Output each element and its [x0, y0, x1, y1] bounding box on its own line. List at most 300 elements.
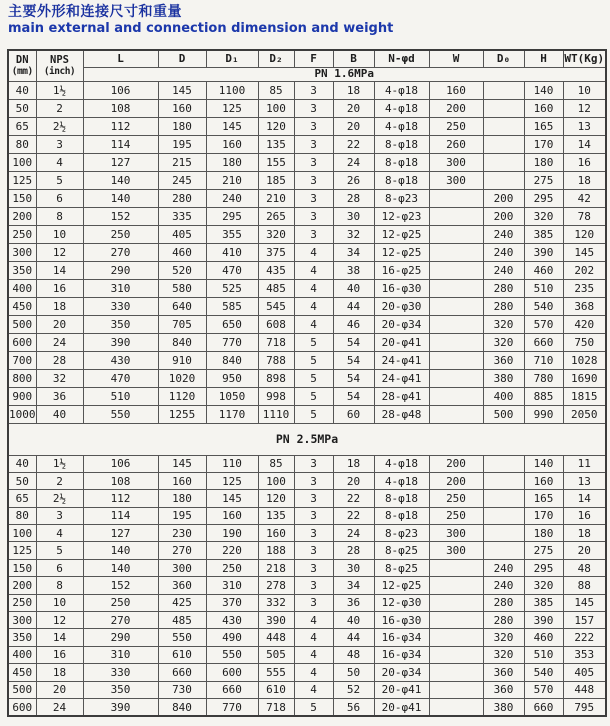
table-cell: 510 [524, 646, 563, 663]
table-row [8, 153, 606, 171]
table-cell: 2½ [36, 490, 83, 507]
table-cell: 8-φ23 [374, 525, 429, 542]
table-cell: 510 [524, 279, 563, 297]
table-cell: 570 [524, 315, 563, 333]
table-cell: 245 [158, 171, 206, 189]
table-cell: 22 [333, 507, 374, 524]
table-cell [483, 507, 524, 524]
table-cell: 160 [158, 472, 206, 489]
table-header [8, 50, 606, 81]
table-cell: 4 [294, 297, 333, 315]
table-cell [483, 490, 524, 507]
table-cell: 6 [36, 189, 83, 207]
table-cell: 250 [429, 490, 483, 507]
table-cell: 360 [483, 351, 524, 369]
table-cell: 8-φ25 [374, 559, 429, 576]
table-cell: 220 [206, 542, 258, 559]
table-cell: 640 [158, 297, 206, 315]
table-cell: 12-φ23 [374, 207, 429, 225]
column-header: F [294, 50, 333, 67]
table-cell: 295 [524, 559, 563, 576]
table-cell: 385 [524, 594, 563, 611]
table-cell: 750 [563, 333, 606, 351]
table-cell: 4 [36, 153, 83, 171]
table-cell: 12-φ25 [374, 577, 429, 594]
table-cell: 5 [294, 333, 333, 351]
header-row-1 [8, 50, 606, 67]
table-cell: 12 [36, 243, 83, 261]
table-cell: 54 [333, 369, 374, 387]
table-cell: 8-φ18 [374, 507, 429, 524]
column-header-nps-label: NPS [50, 53, 69, 66]
table-cell: 250 [429, 117, 483, 135]
table-cell: 5 [294, 698, 333, 716]
table-cell [429, 207, 483, 225]
table-cell: 5 [294, 369, 333, 387]
table-cell: 195 [158, 135, 206, 153]
table-cell: 520 [158, 261, 206, 279]
table-cell: 290 [83, 261, 158, 279]
table-cell: 42 [563, 189, 606, 207]
table-cell: 120 [563, 225, 606, 243]
column-header: WT(Kg) [563, 50, 606, 67]
table-cell [429, 243, 483, 261]
table-cell: 165 [524, 490, 563, 507]
table-cell: 28 [333, 542, 374, 559]
table-cell: 885 [524, 387, 563, 405]
table-cell: 390 [83, 333, 158, 351]
table-cell: 795 [563, 698, 606, 716]
table-cell: 3 [294, 542, 333, 559]
table-cell: 85 [258, 81, 294, 99]
table-cell: 4 [294, 629, 333, 646]
column-header-nps-unit: (inch) [43, 65, 76, 77]
table-cell [483, 135, 524, 153]
table-cell: 1020 [158, 369, 206, 387]
table-cell: 16 [36, 646, 83, 663]
table-cell: 54 [333, 351, 374, 369]
table-row [8, 698, 606, 716]
table-cell: 106 [83, 455, 158, 472]
table-cell: 1100 [206, 81, 258, 99]
table-cell: 135 [258, 507, 294, 524]
table-cell [483, 171, 524, 189]
table-cell: 160 [206, 135, 258, 153]
table-cell: 28-φ41 [374, 387, 429, 405]
section-label-pn25: PN 2.5MPa [8, 423, 606, 455]
table-cell: 990 [524, 405, 563, 423]
table-cell: 460 [524, 261, 563, 279]
table-cell: 998 [258, 387, 294, 405]
table-cell: 210 [258, 189, 294, 207]
column-header: B [333, 50, 374, 67]
table-cell: 300 [158, 559, 206, 576]
table-row [8, 507, 606, 524]
table-cell: 250 [206, 559, 258, 576]
table-cell: 36 [333, 594, 374, 611]
section-pn16-body [8, 81, 606, 423]
table-cell: 250 [83, 225, 158, 243]
table-cell: 1815 [563, 387, 606, 405]
table-cell: 3 [294, 577, 333, 594]
table-cell: 1690 [563, 369, 606, 387]
table-cell: 188 [258, 542, 294, 559]
table-cell: 152 [83, 577, 158, 594]
table-cell: 485 [158, 612, 206, 629]
table-cell: 16-φ30 [374, 279, 429, 297]
table-cell: 448 [258, 629, 294, 646]
table-cell: 400 [8, 646, 36, 663]
table-cell: 120 [258, 117, 294, 135]
table-row [8, 594, 606, 611]
table-cell: 140 [83, 171, 158, 189]
table-row [8, 351, 606, 369]
column-header-dn-unit: (mm) [11, 65, 33, 77]
column-header: H [524, 50, 563, 67]
section-label-pn16: PN 1.6MPa [83, 67, 606, 81]
table-cell: 4 [294, 315, 333, 333]
table-cell: 500 [8, 681, 36, 698]
table-cell: 4 [36, 525, 83, 542]
table-cell: 450 [8, 297, 36, 315]
table-cell: 78 [563, 207, 606, 225]
table-cell: 270 [158, 542, 206, 559]
table-cell: 390 [83, 698, 158, 716]
table-row [8, 542, 606, 559]
table-cell: 202 [563, 261, 606, 279]
table-cell: 145 [158, 455, 206, 472]
table-cell: 56 [333, 698, 374, 716]
table-cell: 108 [83, 99, 158, 117]
table-cell [429, 646, 483, 663]
table-cell: 170 [524, 135, 563, 153]
table-cell: 320 [524, 577, 563, 594]
table-cell: 2½ [36, 117, 83, 135]
table-cell: 26 [333, 171, 374, 189]
table-cell: 350 [8, 261, 36, 279]
table-cell: 16-φ30 [374, 612, 429, 629]
table-cell: 550 [206, 646, 258, 663]
table-cell: 385 [524, 225, 563, 243]
table-cell [429, 405, 483, 423]
table-cell: 1000 [8, 405, 36, 423]
table-cell: 500 [8, 315, 36, 333]
table-cell: 48 [333, 646, 374, 663]
table-cell: 106 [83, 81, 158, 99]
table-cell: 100 [8, 525, 36, 542]
table-row [8, 455, 606, 472]
table-cell: 150 [8, 559, 36, 576]
table-cell: 280 [158, 189, 206, 207]
table-cell: 3 [294, 189, 333, 207]
table-cell: 320 [483, 315, 524, 333]
column-header: D₂ [258, 50, 294, 67]
table-cell: 18 [333, 455, 374, 472]
table-cell: 355 [206, 225, 258, 243]
table-cell: 660 [524, 333, 563, 351]
table-cell: 100 [8, 153, 36, 171]
table-cell: 11 [563, 455, 606, 472]
table-cell: 460 [158, 243, 206, 261]
table-cell: 485 [258, 279, 294, 297]
table-cell: 430 [83, 351, 158, 369]
table-cell: 898 [258, 369, 294, 387]
table-cell: 180 [524, 153, 563, 171]
table-cell: 44 [333, 629, 374, 646]
table-cell: 32 [333, 225, 374, 243]
table-cell: 170 [524, 507, 563, 524]
table-cell: 65 [8, 117, 36, 135]
table-cell: 545 [258, 297, 294, 315]
table-cell: 145 [206, 490, 258, 507]
table-cell: 2050 [563, 405, 606, 423]
table-cell [429, 333, 483, 351]
table-cell: 900 [8, 387, 36, 405]
table-cell: 200 [8, 577, 36, 594]
table-cell: 260 [429, 135, 483, 153]
table-cell: 145 [206, 117, 258, 135]
table-cell: 1½ [36, 81, 83, 99]
table-cell: 195 [158, 507, 206, 524]
table-cell: 50 [8, 472, 36, 489]
table-cell: 200 [8, 207, 36, 225]
table-cell: 555 [258, 664, 294, 681]
table-cell: 20-φ41 [374, 698, 429, 716]
table-cell: 135 [258, 135, 294, 153]
table-cell [429, 189, 483, 207]
table-cell: 660 [524, 698, 563, 716]
table-cell: 28 [333, 189, 374, 207]
table-cell [483, 525, 524, 542]
table-cell: 3 [294, 81, 333, 99]
table-cell: 218 [258, 559, 294, 576]
column-header-dn-label: DN [15, 53, 29, 66]
table-cell: 44 [333, 297, 374, 315]
table-cell: 200 [429, 99, 483, 117]
table-cell: 8-φ18 [374, 171, 429, 189]
table-cell: 608 [258, 315, 294, 333]
table-row [8, 315, 606, 333]
table-cell: 114 [83, 135, 158, 153]
table-cell: 222 [563, 629, 606, 646]
table-cell: 34 [333, 243, 374, 261]
table-cell: 20 [36, 681, 83, 698]
table-cell: 300 [8, 612, 36, 629]
table-cell: 100 [258, 99, 294, 117]
column-header: W [429, 50, 483, 67]
table-cell [483, 472, 524, 489]
table-row [8, 225, 606, 243]
table-cell: 405 [563, 664, 606, 681]
table-cell: 840 [158, 698, 206, 716]
table-cell: 3 [294, 117, 333, 135]
table-cell: 20-φ41 [374, 681, 429, 698]
table-row [8, 297, 606, 315]
table-cell: 4 [294, 261, 333, 279]
table-cell [429, 594, 483, 611]
table-cell: 24-φ41 [374, 369, 429, 387]
table-cell: 330 [83, 297, 158, 315]
table-cell: 127 [83, 153, 158, 171]
table-cell: 180 [158, 117, 206, 135]
table-cell: 210 [206, 171, 258, 189]
table-cell [429, 559, 483, 576]
table-cell: 5 [36, 171, 83, 189]
table-cell: 20 [333, 99, 374, 117]
table-cell: 88 [563, 577, 606, 594]
table-cell: 13 [563, 472, 606, 489]
table-cell: 24 [333, 153, 374, 171]
table-cell: 40 [8, 81, 36, 99]
table-cell: 240 [483, 243, 524, 261]
table-row [8, 646, 606, 663]
table-cell: 8-φ25 [374, 542, 429, 559]
table-cell: 165 [524, 117, 563, 135]
table-cell: 125 [8, 542, 36, 559]
table-cell: 16-φ34 [374, 629, 429, 646]
table-cell: 3 [294, 525, 333, 542]
table-cell: 28 [36, 351, 83, 369]
table-cell: 18 [36, 297, 83, 315]
table-cell: 5 [36, 542, 83, 559]
table-cell [429, 297, 483, 315]
table-cell: 4 [294, 279, 333, 297]
table-cell: 610 [258, 681, 294, 698]
table-row [8, 333, 606, 351]
table-cell [429, 369, 483, 387]
table-row [8, 681, 606, 698]
table-cell: 240 [483, 559, 524, 576]
table-cell: 4-φ18 [374, 81, 429, 99]
table-cell: 420 [563, 315, 606, 333]
page-titles [8, 4, 393, 36]
table-cell: 140 [524, 81, 563, 99]
table-cell: 110 [206, 455, 258, 472]
table-cell: 8 [36, 207, 83, 225]
table-cell: 52 [333, 681, 374, 698]
table-cell: 80 [8, 135, 36, 153]
table-cell: 140 [83, 559, 158, 576]
table-row [8, 490, 606, 507]
title-chinese: 主要外形和连接尺寸和重量 [8, 4, 182, 20]
table-cell: 280 [483, 612, 524, 629]
table-cell: 145 [563, 594, 606, 611]
table-cell: 3 [294, 153, 333, 171]
table-row [8, 261, 606, 279]
table-cell: 180 [524, 525, 563, 542]
column-header-nps [36, 50, 83, 81]
section-pn25-body [8, 455, 606, 716]
table-cell: 215 [158, 153, 206, 171]
table-cell: 5 [294, 387, 333, 405]
column-header-dn [8, 50, 36, 81]
table-cell: 1110 [258, 405, 294, 423]
table-cell: 650 [206, 315, 258, 333]
table-cell [483, 117, 524, 135]
table-cell: 280 [483, 594, 524, 611]
table-cell: 425 [158, 594, 206, 611]
table-cell: 8-φ18 [374, 153, 429, 171]
table-cell: 3 [294, 207, 333, 225]
table-cell [429, 315, 483, 333]
table-cell [429, 629, 483, 646]
table-cell: 12-φ25 [374, 243, 429, 261]
table-cell: 30 [333, 207, 374, 225]
table-cell: 525 [206, 279, 258, 297]
table-cell: 4-φ18 [374, 472, 429, 489]
table-cell: 800 [8, 369, 36, 387]
table-cell: 840 [158, 333, 206, 351]
table-cell: 240 [483, 577, 524, 594]
table-cell: 300 [429, 171, 483, 189]
table-cell [429, 261, 483, 279]
table-cell [429, 681, 483, 698]
table-cell: 730 [158, 681, 206, 698]
table-cell: 190 [206, 525, 258, 542]
table-cell: 250 [8, 225, 36, 243]
table-cell: 114 [83, 507, 158, 524]
table-cell: 140 [524, 455, 563, 472]
table-row [8, 279, 606, 297]
table-cell: 160 [206, 507, 258, 524]
table-cell: 310 [83, 279, 158, 297]
table-cell: 1½ [36, 455, 83, 472]
table-cell: 34 [333, 577, 374, 594]
table-cell [429, 577, 483, 594]
table-cell [429, 612, 483, 629]
table-cell: 4-φ18 [374, 99, 429, 117]
table-cell: 20 [333, 472, 374, 489]
table-cell: 910 [158, 351, 206, 369]
table-cell [429, 225, 483, 243]
table-cell: 20-φ34 [374, 315, 429, 333]
table-cell: 160 [158, 99, 206, 117]
table-cell: 3 [294, 225, 333, 243]
table-cell: 610 [158, 646, 206, 663]
table-cell: 585 [206, 297, 258, 315]
table-cell: 65 [8, 490, 36, 507]
table-cell: 85 [258, 455, 294, 472]
table-cell [483, 542, 524, 559]
table-cell: 448 [563, 681, 606, 698]
table-cell: 1050 [206, 387, 258, 405]
table-cell: 700 [8, 351, 36, 369]
table-cell: 3 [36, 135, 83, 153]
table-cell: 450 [8, 664, 36, 681]
table-cell: 3 [294, 472, 333, 489]
table-cell: 390 [524, 612, 563, 629]
table-cell: 3 [294, 507, 333, 524]
table-cell: 24-φ41 [374, 351, 429, 369]
table-cell: 580 [158, 279, 206, 297]
table-cell: 16 [563, 507, 606, 524]
table-cell: 10 [36, 594, 83, 611]
table-cell: 1170 [206, 405, 258, 423]
table-row [8, 81, 606, 99]
table-cell: 235 [563, 279, 606, 297]
column-header: D [158, 50, 206, 67]
table-cell: 32 [36, 369, 83, 387]
table-cell: 4 [294, 664, 333, 681]
table-cell: 375 [258, 243, 294, 261]
column-header: D₁ [206, 50, 258, 67]
table-cell: 140 [83, 542, 158, 559]
table-cell: 28-φ48 [374, 405, 429, 423]
table-cell: 310 [83, 646, 158, 663]
table-cell: 4 [294, 646, 333, 663]
table-cell: 40 [333, 279, 374, 297]
header-row-2 [8, 67, 606, 81]
